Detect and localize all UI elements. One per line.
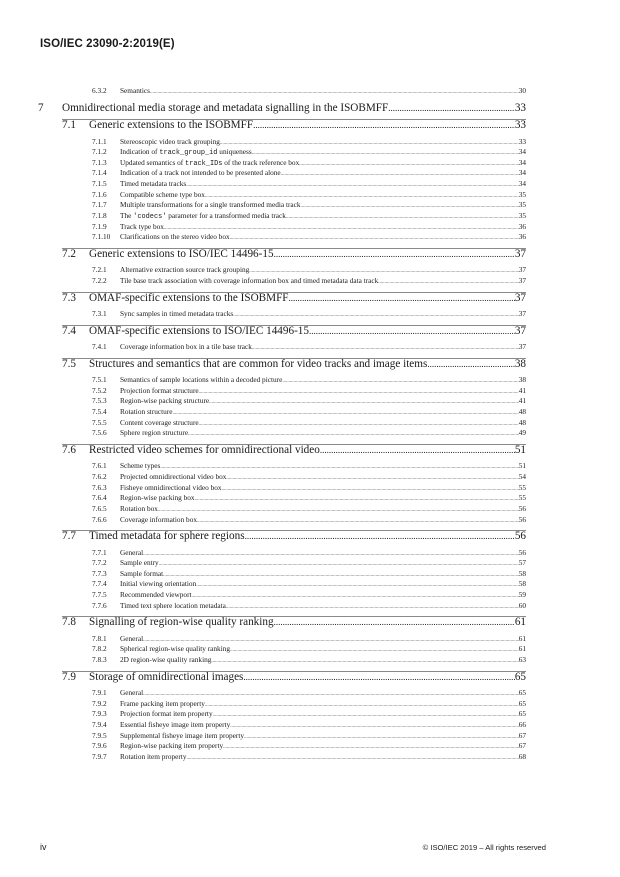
toc-entry-title: Track type box xyxy=(120,221,164,231)
toc-entry-number: 7.6.5 xyxy=(92,503,107,513)
toc-entry-title: Scheme types xyxy=(120,461,161,471)
toc-entry-page: 57 xyxy=(518,558,526,568)
title-text: Indication of xyxy=(120,147,160,157)
toc-entry-title: Fisheye omnidirectional video box xyxy=(120,482,222,492)
toc-entry-page: 55 xyxy=(518,493,526,503)
toc-entry-page: 37 xyxy=(514,291,526,304)
toc-entry-number: 7.8.2 xyxy=(92,644,107,654)
toc-entry-title xyxy=(120,211,286,221)
dot-leader xyxy=(230,648,519,653)
toc-entry-title: Initial viewing orientation xyxy=(120,579,197,589)
toc-entry-number: 7.1.6 xyxy=(92,189,107,199)
toc-entry-title: Semantics of sample locations within a decoded picture xyxy=(120,375,283,384)
dot-leader xyxy=(213,713,519,718)
toc-entry-title: Region-wise packing box xyxy=(120,493,195,503)
toc-entry-7-3[interactable] xyxy=(62,292,526,306)
toc-entry-7-1-7[interactable] xyxy=(92,200,526,210)
toc-entry-title: Region-wise packing structure xyxy=(120,396,210,406)
toc-entry-number: 7.1.2 xyxy=(92,147,107,157)
toc-entry-number: 7.9.2 xyxy=(92,698,107,708)
toc-entry-7-1-5[interactable] xyxy=(92,179,526,189)
toc-entry-7-1-2[interactable] xyxy=(92,147,526,157)
toc-entry-page: 54 xyxy=(518,471,526,481)
dot-leader xyxy=(253,120,515,130)
toc-entry-7-9-1[interactable] xyxy=(92,688,526,698)
toc-entry-title: Projection format item property xyxy=(120,709,213,719)
toc-entry-title: Region-wise packing item property xyxy=(120,741,224,751)
dot-leader xyxy=(222,487,519,492)
toc-entry-number: 7.4 xyxy=(62,324,76,337)
toc-entry-number: 7.9 xyxy=(62,670,76,683)
toc-entry-7-1-8[interactable] xyxy=(92,211,526,221)
toc-entry-page: 34 xyxy=(518,157,526,167)
toc-entry-number: 7.7.2 xyxy=(92,558,107,568)
dot-leader xyxy=(186,183,519,188)
dot-leader xyxy=(427,359,514,369)
toc-entry-number: 7.6.1 xyxy=(92,461,107,471)
toc-entry-title: Stereoscopic video track grouping xyxy=(120,136,220,146)
toc-entry-title: Sample entry xyxy=(120,558,159,568)
toc-entry-title: OMAF-specific extensions to the ISOBMFF xyxy=(89,291,289,304)
toc-entry-title: Clarifications on the stereo video box xyxy=(120,232,230,242)
toc-entry-page: 35 xyxy=(518,211,526,221)
toc-entry-title: Semantics xyxy=(120,86,150,95)
toc-entry-7-4-1[interactable] xyxy=(92,342,526,352)
toc-entry-title: Storage of omnidirectional images xyxy=(89,670,244,683)
toc-entry-7-1-6[interactable] xyxy=(92,190,526,200)
toc-entry-page: 51 xyxy=(514,443,526,456)
toc-entry-7-9-6[interactable] xyxy=(92,741,526,751)
toc-entry-7-5-5[interactable] xyxy=(92,418,526,428)
toc-entry-number: 7.5.2 xyxy=(92,385,107,395)
dot-leader xyxy=(245,531,515,541)
dot-leader xyxy=(281,172,519,177)
toc-entry-page: 33 xyxy=(518,136,526,146)
toc-entry-7-7-1[interactable] xyxy=(92,548,526,558)
toc-entry-7-5[interactable] xyxy=(62,358,526,372)
toc-entry-number: 7.7 xyxy=(62,530,76,542)
dot-leader xyxy=(230,236,519,241)
toc-entry-title: Projection format structure xyxy=(120,385,199,395)
dot-leader xyxy=(143,552,519,557)
toc-entry-7[interactable] xyxy=(38,102,526,116)
toc-entry-7-7-2[interactable] xyxy=(92,558,526,568)
toc-entry-7-9-2[interactable] xyxy=(92,699,526,709)
toc-entry-page: 38 xyxy=(518,375,526,384)
toc-entry-title xyxy=(120,147,252,157)
toc-entry-page: 56 xyxy=(518,547,526,557)
toc-entry-7-7-3[interactable] xyxy=(92,569,526,579)
toc-entry-7-6-5[interactable] xyxy=(92,504,526,514)
toc-entry-page: 67 xyxy=(518,730,526,740)
title-text: of the track reference box xyxy=(222,157,300,167)
title-text: Updated semantics of xyxy=(120,157,186,167)
toc-entry-7-2[interactable] xyxy=(62,248,526,262)
dot-leader xyxy=(197,519,519,524)
toc-entry-title: Omnidirectional media storage and metadata signalling in the ISOBMFF xyxy=(62,101,389,114)
toc-entry-title: Restricted video schemes for omnidirectional video xyxy=(89,443,320,456)
toc-entry-number: 7.7.3 xyxy=(92,568,107,578)
toc-entry-title: Spherical region-wise quality ranking xyxy=(120,644,231,654)
dot-leader xyxy=(199,390,519,395)
dot-leader xyxy=(159,562,519,567)
toc-entry-number: 7.3.1 xyxy=(92,309,107,318)
dot-leader xyxy=(230,724,518,729)
toc-entry-page: 65 xyxy=(518,709,526,719)
toc-entry-page: 67 xyxy=(518,741,526,751)
toc-entry-number: 7.2.1 xyxy=(92,265,107,275)
toc-entry-number: 7.1.1 xyxy=(92,136,107,146)
toc-entry-number: 7.5 xyxy=(62,357,76,370)
toc-entry-number: 7.9.7 xyxy=(92,751,107,761)
toc-entry-title: OMAF-specific extensions to ISO/IEC 14496-15 xyxy=(89,324,309,337)
toc-entry-7-5-1[interactable] xyxy=(92,375,526,385)
toc-entry-number: 7.9.6 xyxy=(92,741,107,751)
toc-entry-number: 7.7.6 xyxy=(92,600,107,610)
toc-entry-7-5-4[interactable] xyxy=(92,407,526,417)
toc-entry-page: 35 xyxy=(518,200,526,210)
toc-entry-page: 65 xyxy=(518,698,526,708)
dot-leader xyxy=(209,400,519,405)
toc-entry-title: Essential fisheye image item property xyxy=(120,720,231,729)
page-number: iv xyxy=(40,842,47,852)
dot-leader xyxy=(226,605,519,610)
dot-leader xyxy=(299,162,518,167)
toc-entry-title: Timed metadata tracks xyxy=(120,179,187,189)
toc-entry-page: 48 xyxy=(518,406,526,416)
toc-entry-number: 7.1.4 xyxy=(92,168,107,178)
dot-leader xyxy=(233,313,518,318)
toc-entry-page: 58 xyxy=(518,579,526,589)
toc-entry-title: Generic extensions to ISO/IEC 14496-15 xyxy=(89,247,274,260)
toc-entry-page: 61 xyxy=(518,633,526,643)
toc-entry-page: 51 xyxy=(518,461,526,471)
toc-entry-page: 37 xyxy=(514,324,526,337)
toc-entry-title: General xyxy=(120,688,144,698)
toc-entry-number: 7.9.5 xyxy=(92,730,107,740)
toc-entry-page: 37 xyxy=(518,265,526,275)
dot-leader xyxy=(388,103,515,113)
toc-entry-page: 61 xyxy=(514,616,526,629)
dot-leader xyxy=(195,497,519,502)
toc-entry-title: Generic extensions to the ISOBMFF xyxy=(89,119,254,131)
dot-leader xyxy=(378,280,518,285)
toc-entry-page: 66 xyxy=(518,720,526,729)
toc-entry-7-7-6[interactable] xyxy=(92,601,526,611)
toc-entry-7-6[interactable] xyxy=(62,444,526,458)
toc-entry-page: 36 xyxy=(518,232,526,242)
dot-leader xyxy=(223,745,519,750)
dot-leader xyxy=(211,659,518,664)
toc-entry-number: 7.1.5 xyxy=(92,179,107,189)
toc-entry-page: 34 xyxy=(518,168,526,178)
toc-entry-page: 49 xyxy=(518,428,526,438)
dot-leader xyxy=(252,346,519,351)
toc-entry-6-3-2[interactable] xyxy=(92,86,526,96)
toc-entry-7-9-5[interactable] xyxy=(92,731,526,741)
toc-entry-7-5-3[interactable] xyxy=(92,396,526,406)
toc-entry-page: 48 xyxy=(518,417,526,427)
toc-entry-title: Timed metadata for sphere regions xyxy=(89,530,245,542)
dot-leader xyxy=(301,204,519,209)
toc-entry-7-5-2[interactable] xyxy=(92,386,526,396)
toc-entry-page: 34 xyxy=(518,147,526,157)
toc-entry-title: Alternative extraction source track grouping xyxy=(120,265,250,275)
toc-entry-7-7-4[interactable] xyxy=(92,579,526,589)
dot-leader xyxy=(244,735,519,740)
toc-entry-page: 56 xyxy=(518,503,526,513)
dot-leader xyxy=(226,476,518,481)
toc-entry-number: 7.5.1 xyxy=(92,375,107,384)
toc-entry-title: General xyxy=(120,633,144,643)
dot-leader xyxy=(286,215,519,220)
toc-entry-title: Structures and semantics that are common for video tracks and image items xyxy=(89,357,428,370)
dot-leader xyxy=(173,411,519,416)
dot-leader xyxy=(320,445,515,455)
toc-entry-7-1[interactable] xyxy=(62,119,526,133)
toc-entry-7-6-3[interactable] xyxy=(92,483,526,493)
toc-entry-number: 7.3 xyxy=(62,291,76,304)
toc-entry-7-8-3[interactable] xyxy=(92,655,526,665)
dot-leader xyxy=(196,583,519,588)
toc-entry-title: Signalling of region-wise quality ranking xyxy=(89,616,274,629)
toc-entry-title: Sample format xyxy=(120,568,164,578)
toc-entry-7-2-2[interactable] xyxy=(92,276,526,286)
toc-entry-number: 7.5.6 xyxy=(92,428,107,438)
toc-entry-page: 61 xyxy=(518,644,526,654)
toc-entry-number: 7.6.2 xyxy=(92,471,107,481)
toc-entry-title: 2D region-wise quality ranking xyxy=(120,655,212,665)
dot-leader xyxy=(164,226,519,231)
dot-leader xyxy=(199,422,519,427)
toc-entry-title: Multiple transformations for a single transformed media track xyxy=(120,200,301,210)
toc-entry-title: Rotation structure xyxy=(120,406,173,416)
toc-entry-page: 35 xyxy=(518,189,526,199)
toc-entry-page: 63 xyxy=(518,655,526,665)
toc-entry-page: 38 xyxy=(514,357,526,370)
toc-entry-number: 7.1.10 xyxy=(92,232,111,242)
document-header: ISO/IEC 23090-2:2019(E) xyxy=(40,38,175,50)
toc-entry-title: Projected omnidirectional video box xyxy=(120,471,227,481)
toc-entry-number: 7.6.4 xyxy=(92,493,107,503)
toc-entry-page: 33 xyxy=(514,101,526,114)
toc-entry-number: 7.5.3 xyxy=(92,396,107,406)
toc-entry-page: 41 xyxy=(518,396,526,406)
toc-entry-page: 65 xyxy=(514,670,526,683)
dot-leader xyxy=(252,151,519,156)
toc-entry-page: 58 xyxy=(518,568,526,578)
toc-entry-page: 41 xyxy=(518,385,526,395)
toc-entry-7-8-1[interactable] xyxy=(92,634,526,644)
toc-entry-title: Indication of a track not intended to be presented alone xyxy=(120,168,281,178)
toc-entry-title: Sphere region structure xyxy=(120,428,189,438)
toc-entry-page: 56 xyxy=(514,530,526,542)
dot-leader xyxy=(289,293,515,303)
toc-entry-title: Tile base track association with coverage information box and timed metadata data track xyxy=(120,276,379,285)
toc-entry-title: Rotation box xyxy=(120,503,158,513)
toc-entry-number: 7.4.1 xyxy=(92,342,107,351)
dot-leader xyxy=(205,194,519,199)
toc-entry-page: 68 xyxy=(518,751,526,761)
toc-entry-number: 7.8 xyxy=(62,616,76,629)
code-term: track_group_id xyxy=(159,149,218,158)
toc-entry-7-9-7[interactable] xyxy=(92,752,526,762)
toc-entry-page: 56 xyxy=(518,514,526,524)
toc-entry-7-5-6[interactable] xyxy=(92,428,526,438)
toc-entry-7-3-1[interactable] xyxy=(92,309,526,319)
toc-entry-7-7[interactable] xyxy=(62,530,526,544)
title-text: uniqueness xyxy=(217,147,252,157)
toc-entry-title: Supplemental fisheye image item property xyxy=(120,730,245,740)
toc-entry-number: 7.8.3 xyxy=(92,655,107,665)
toc-entry-number: 7.7.1 xyxy=(92,547,107,557)
toc-entry-number: 7.6 xyxy=(62,443,76,456)
dot-leader xyxy=(220,141,519,146)
toc-entry-title: Frame packing item property xyxy=(120,698,205,708)
toc-entry-number: 7.6.6 xyxy=(92,514,107,524)
toc-entry-7-9-3[interactable] xyxy=(92,709,526,719)
dot-leader xyxy=(205,703,519,708)
toc-entry-title: Content coverage structure xyxy=(120,417,199,427)
title-text: parameter for a transformed media track xyxy=(166,211,286,221)
dot-leader xyxy=(150,90,519,95)
toc-entry-page: 59 xyxy=(518,590,526,600)
toc-entry-number: 7.7.4 xyxy=(92,579,107,589)
dot-leader xyxy=(243,672,514,682)
toc-entry-page: 34 xyxy=(518,179,526,189)
toc-entry-number: 7.1.8 xyxy=(92,211,107,221)
dot-leader xyxy=(282,379,518,384)
toc-entry-number: 7.2.2 xyxy=(92,276,107,285)
title-text: The xyxy=(120,211,134,221)
toc-entry-title: Coverage information box in a tile base track xyxy=(120,342,252,351)
toc-entry-number: 7.1 xyxy=(62,119,76,131)
toc-entry-number: 7.1.7 xyxy=(92,200,107,210)
toc-entry-title: Coverage information box xyxy=(120,514,198,524)
toc-entry-number: 7.5.4 xyxy=(92,406,107,416)
toc-entry-number: 7.9.4 xyxy=(92,720,107,729)
toc-entry-title: Timed text sphere location metadata xyxy=(120,600,226,610)
toc-entry-7-7-5[interactable] xyxy=(92,590,526,600)
toc-entry-page: 37 xyxy=(514,247,526,260)
copyright-notice: © ISO/IEC 2019 – All rights reserved xyxy=(422,843,546,852)
toc-entry-number: 6.3.2 xyxy=(92,86,107,95)
toc-entry-7-1-10[interactable] xyxy=(92,232,526,242)
toc-entry-7-8[interactable] xyxy=(62,616,526,630)
dot-leader xyxy=(158,508,519,513)
toc-entry-number: 7.9.3 xyxy=(92,709,107,719)
code-term: track_IDs xyxy=(185,159,223,168)
code-term: 'codecs' xyxy=(133,213,167,222)
dot-leader xyxy=(188,432,519,437)
toc-entry-7-6-6[interactable] xyxy=(92,515,526,525)
dot-leader xyxy=(143,638,519,643)
toc-entry-page: 36 xyxy=(518,221,526,231)
dot-leader xyxy=(143,692,519,697)
dot-leader xyxy=(163,573,519,578)
toc-entry-7-1-9[interactable] xyxy=(92,222,526,232)
toc-entry-page: 37 xyxy=(518,309,526,318)
toc-entry-7-2-1[interactable] xyxy=(92,265,526,275)
toc-entry-title xyxy=(120,158,299,168)
toc-entry-number: 7.7.5 xyxy=(92,590,107,600)
dot-leader xyxy=(274,249,515,259)
toc-entry-number: 7.9.1 xyxy=(92,688,107,698)
toc-entry-title: Recommended viewport xyxy=(120,590,192,600)
toc-entry-page: 30 xyxy=(518,86,526,95)
toc-entry-number: 7.1.3 xyxy=(92,157,107,167)
toc-entry-page: 37 xyxy=(518,276,526,285)
toc-entry-page: 55 xyxy=(518,482,526,492)
dot-leader xyxy=(160,465,518,470)
toc-entry-number: 7.5.5 xyxy=(92,417,107,427)
toc-entry-7-9[interactable] xyxy=(62,671,526,685)
toc-entry-title: Rotation item property xyxy=(120,751,187,761)
toc-entry-7-6-1[interactable] xyxy=(92,461,526,471)
toc-entry-title: Compatible scheme type box xyxy=(120,189,205,199)
toc-entry-7-4[interactable] xyxy=(62,325,526,339)
toc-entry-7-1-3[interactable] xyxy=(92,158,526,168)
toc-entry-number: 7 xyxy=(38,101,44,114)
toc-entry-page: 65 xyxy=(518,688,526,698)
toc-entry-7-1-4[interactable] xyxy=(92,168,526,178)
toc-entry-7-9-4[interactable] xyxy=(92,720,526,730)
toc-entry-page: 33 xyxy=(514,119,526,131)
dot-leader xyxy=(249,269,518,274)
toc-entry-7-8-2[interactable] xyxy=(92,644,526,654)
dot-leader xyxy=(274,617,515,627)
dot-leader xyxy=(192,594,519,599)
toc-entry-title: Sync samples in timed metadata tracks xyxy=(120,309,234,318)
dot-leader xyxy=(309,326,515,336)
toc-entry-number: 7.1.9 xyxy=(92,221,107,231)
dot-leader xyxy=(186,756,518,761)
toc-entry-page: 37 xyxy=(518,342,526,351)
toc-entry-7-1-1[interactable] xyxy=(92,137,526,147)
toc-entry-number: 7.8.1 xyxy=(92,633,107,643)
toc-entry-number: 7.2 xyxy=(62,247,76,260)
toc-entry-7-6-4[interactable] xyxy=(92,493,526,503)
toc-entry-page: 60 xyxy=(518,600,526,610)
toc-entry-title: General xyxy=(120,547,144,557)
toc-entry-7-6-2[interactable] xyxy=(92,472,526,482)
toc-entry-number: 7.6.3 xyxy=(92,482,107,492)
